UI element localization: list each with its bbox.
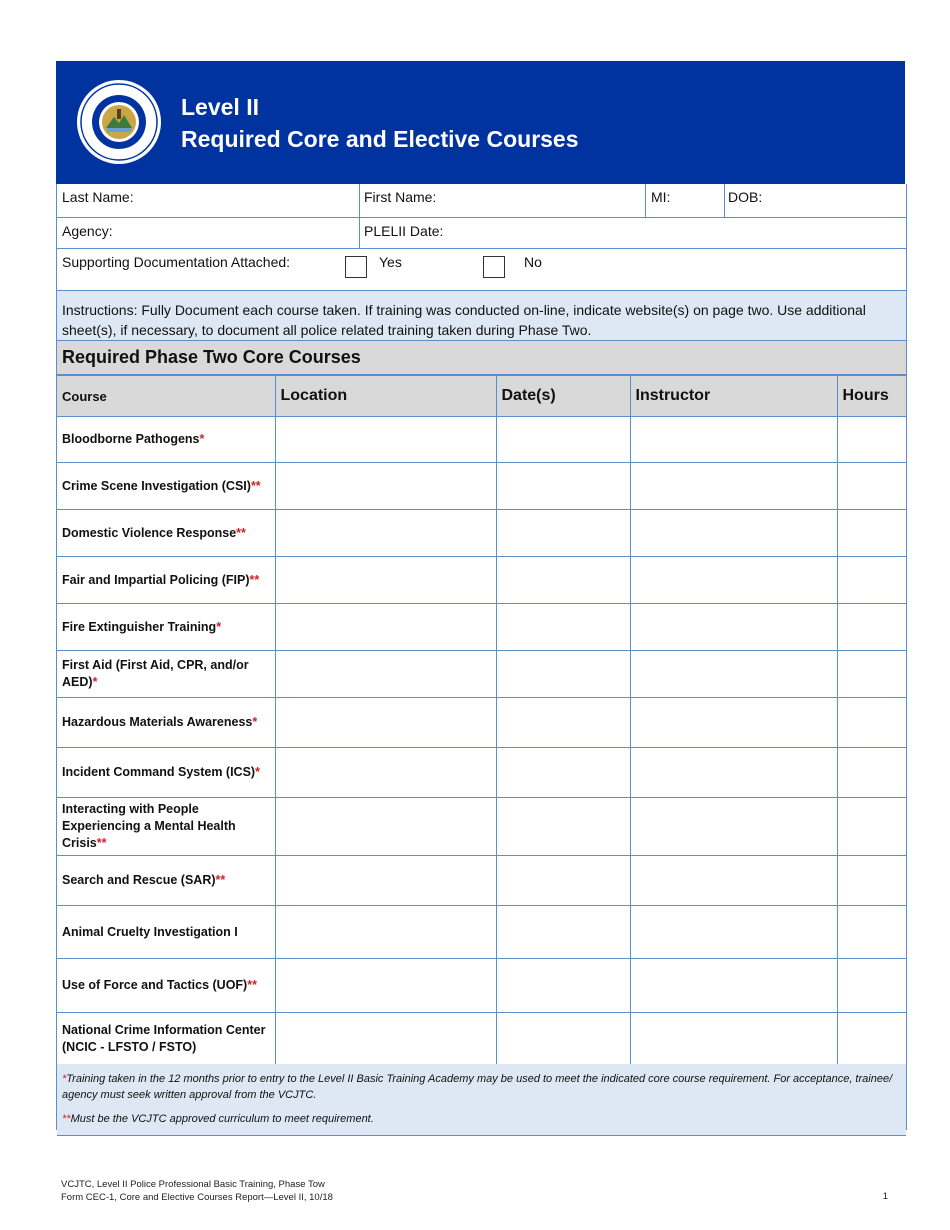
table-row: [57, 856, 906, 906]
divider: [724, 184, 725, 218]
first-name-label[interactable]: First Name:: [364, 189, 437, 205]
required-mark: **: [215, 873, 226, 887]
name-row: [57, 184, 906, 218]
instructor-cell[interactable]: [630, 604, 837, 651]
no-label: No: [524, 254, 542, 270]
hours-cell[interactable]: [837, 651, 906, 698]
course-name: Domestic Violence Response: [62, 525, 237, 540]
dates-cell[interactable]: [496, 798, 630, 856]
column-header-hours: Hours: [837, 376, 906, 417]
required-mark: *: [252, 715, 258, 729]
page-number: 1: [882, 1191, 888, 1202]
footnotes: [57, 1064, 906, 1136]
location-cell[interactable]: [275, 651, 496, 698]
instructor-cell[interactable]: [630, 417, 837, 463]
footnote-1-mark: *: [62, 1073, 67, 1085]
table-row: [57, 510, 906, 557]
instructor-cell[interactable]: [630, 698, 837, 748]
course-name: National Crime Information Center (NCIC - LFSTO / FSTO): [62, 1023, 266, 1054]
instructor-cell[interactable]: [630, 463, 837, 510]
location-cell[interactable]: [275, 604, 496, 651]
table-row: [57, 651, 906, 698]
course-name: Hazardous Materials Awareness: [62, 715, 253, 729]
table-row: [57, 698, 906, 748]
column-header-instructor: Instructor: [630, 376, 837, 417]
no-checkbox[interactable]: [483, 256, 505, 278]
divider: [645, 184, 646, 218]
dates-cell[interactable]: [496, 417, 630, 463]
hours-cell[interactable]: [837, 604, 906, 651]
course-name-cell: [57, 1013, 275, 1066]
course-name-cell: [57, 698, 275, 748]
plelii-date-label[interactable]: PLELII Date:: [364, 223, 444, 239]
course-name-cell: [57, 906, 275, 959]
footnote-2: [62, 1111, 901, 1127]
section-title: Required Phase Two Core Courses: [57, 341, 906, 375]
dates-cell[interactable]: [496, 698, 630, 748]
yes-label: Yes: [379, 254, 402, 270]
footnote-2-mark: **: [62, 1113, 71, 1125]
course-name-cell: [57, 604, 275, 651]
instructor-cell[interactable]: [630, 557, 837, 604]
course-name-cell: [57, 651, 275, 698]
location-cell[interactable]: [275, 417, 496, 463]
instructor-cell[interactable]: [630, 959, 837, 1013]
yes-checkbox[interactable]: [345, 256, 367, 278]
course-name: Animal Cruelty Investigation I: [62, 924, 238, 939]
required-mark: *: [216, 619, 222, 634]
dob-label[interactable]: DOB:: [728, 189, 763, 205]
instructor-cell[interactable]: [630, 798, 837, 856]
location-cell[interactable]: [275, 959, 496, 1013]
instructor-cell[interactable]: [630, 510, 837, 557]
table-row: [57, 906, 906, 959]
location-cell[interactable]: [275, 510, 496, 557]
supporting-doc-label: Supporting Documentation Attached:: [62, 254, 291, 270]
course-name: Bloodborne Pathogens: [62, 432, 200, 446]
location-cell[interactable]: [275, 557, 496, 604]
instructor-cell[interactable]: [630, 856, 837, 906]
location-cell[interactable]: [275, 856, 496, 906]
table-row: [57, 417, 906, 463]
footer-line-2: Form CEC-1, Core and Elective Courses Report—Level II, 10/18: [61, 1192, 333, 1203]
footnote-1: [62, 1071, 901, 1103]
course-name-cell: [57, 959, 275, 1013]
title-courses: Required Core and Elective Courses: [181, 126, 579, 152]
core-courses-table: [57, 375, 906, 1066]
hours-cell[interactable]: [837, 1013, 906, 1066]
footnote-2-text: Must be the VCJTC approved curriculum to meet requirement.: [70, 1113, 374, 1125]
last-name-label[interactable]: Last Name:: [62, 189, 134, 205]
required-mark: *: [255, 765, 260, 779]
hours-cell[interactable]: [837, 417, 906, 463]
location-cell[interactable]: [275, 798, 496, 856]
footer-line-1: VCJTC, Level II Police Professional Basic Training, Phase Tow: [61, 1179, 325, 1190]
instructor-cell[interactable]: [630, 748, 837, 798]
hours-cell[interactable]: [837, 798, 906, 856]
course-name-cell: [57, 417, 275, 463]
dates-cell[interactable]: [496, 651, 630, 698]
table-row: [57, 1013, 906, 1066]
column-header-dates: Date(s): [496, 376, 630, 417]
table-row: [57, 748, 906, 798]
required-mark: *: [92, 675, 98, 689]
table-row: [57, 557, 906, 604]
police-academy-seal-icon: [76, 79, 162, 165]
hours-cell[interactable]: [837, 959, 906, 1013]
course-name-cell: [57, 510, 275, 557]
course-name: Incident Command System (ICS): [62, 765, 256, 779]
dates-cell[interactable]: [496, 604, 630, 651]
course-name: Use of Force and Tactics (UOF): [62, 978, 248, 992]
hours-cell[interactable]: [837, 748, 906, 798]
course-name-cell: [57, 798, 275, 856]
course-name-cell: [57, 748, 275, 798]
table-row: [57, 959, 906, 1013]
mi-label[interactable]: MI:: [651, 189, 671, 205]
instructions: Instructions: Fully Document each course taken. If training was conducted on-line, indicate website(s) on page two. Use additional sheet(s), if necessary, to document all police related training taken during Phase Two.: [57, 291, 906, 341]
required-mark: **: [96, 836, 107, 850]
required-mark: **: [250, 478, 261, 493]
dates-cell[interactable]: [496, 748, 630, 798]
required-mark: *: [199, 432, 205, 446]
agency-row: [57, 218, 906, 249]
course-name-cell: [57, 856, 275, 906]
page-footer: [61, 1178, 333, 1204]
location-cell[interactable]: [275, 1013, 496, 1066]
dates-cell[interactable]: [496, 510, 630, 557]
hours-cell[interactable]: [837, 510, 906, 557]
hours-cell[interactable]: [837, 856, 906, 906]
dates-cell[interactable]: [496, 463, 630, 510]
location-cell[interactable]: [275, 698, 496, 748]
instructor-cell[interactable]: [630, 651, 837, 698]
column-header-location: Location: [275, 376, 496, 417]
divider: [359, 218, 360, 249]
table-row: [57, 798, 906, 856]
course-name-cell: [57, 463, 275, 510]
form-body: [56, 184, 907, 1130]
dates-cell[interactable]: [496, 557, 630, 604]
course-name: Search and Rescue (SAR): [62, 873, 216, 887]
divider: [359, 184, 360, 218]
course-name: Interacting with People Experiencing a Mental Health Crisis: [62, 802, 236, 850]
course-name-cell: [57, 557, 275, 604]
hours-cell[interactable]: [837, 463, 906, 510]
table-header-row: [57, 376, 906, 417]
form-title: [181, 91, 579, 155]
dates-cell[interactable]: [496, 959, 630, 1013]
required-mark: **: [247, 978, 257, 992]
table-row: [57, 463, 906, 510]
title-level: Level II: [181, 94, 259, 120]
hours-cell[interactable]: [837, 557, 906, 604]
form-header: [56, 61, 905, 184]
course-name: First Aid (First Aid, CPR, and/or AED): [62, 658, 249, 689]
location-cell[interactable]: [275, 906, 496, 959]
course-name: Crime Scene Investigation (CSI): [62, 478, 251, 493]
location-cell[interactable]: [275, 463, 496, 510]
instructor-cell[interactable]: [630, 1013, 837, 1066]
hours-cell[interactable]: [837, 698, 906, 748]
footnote-1-text: Training taken in the 12 months prior to entry to the Level II Basic Training Academy may be used to meet the indicated core course requirement. For acceptance, trainee/ agency must seek written approval from the VCJTC.: [62, 1073, 893, 1101]
course-name: Fair and Impartial Policing (FIP): [62, 572, 250, 587]
required-mark: **: [249, 572, 260, 587]
dates-cell[interactable]: [496, 856, 630, 906]
instructor-cell[interactable]: [630, 906, 837, 959]
location-cell[interactable]: [275, 748, 496, 798]
table-row: [57, 604, 906, 651]
agency-label[interactable]: Agency:: [62, 223, 113, 239]
hours-cell[interactable]: [837, 906, 906, 959]
dates-cell[interactable]: [496, 906, 630, 959]
column-header-course: Course: [57, 376, 275, 417]
course-name: Fire Extinguisher Training: [62, 619, 217, 634]
required-mark: **: [236, 525, 246, 540]
dates-cell[interactable]: [496, 1013, 630, 1066]
